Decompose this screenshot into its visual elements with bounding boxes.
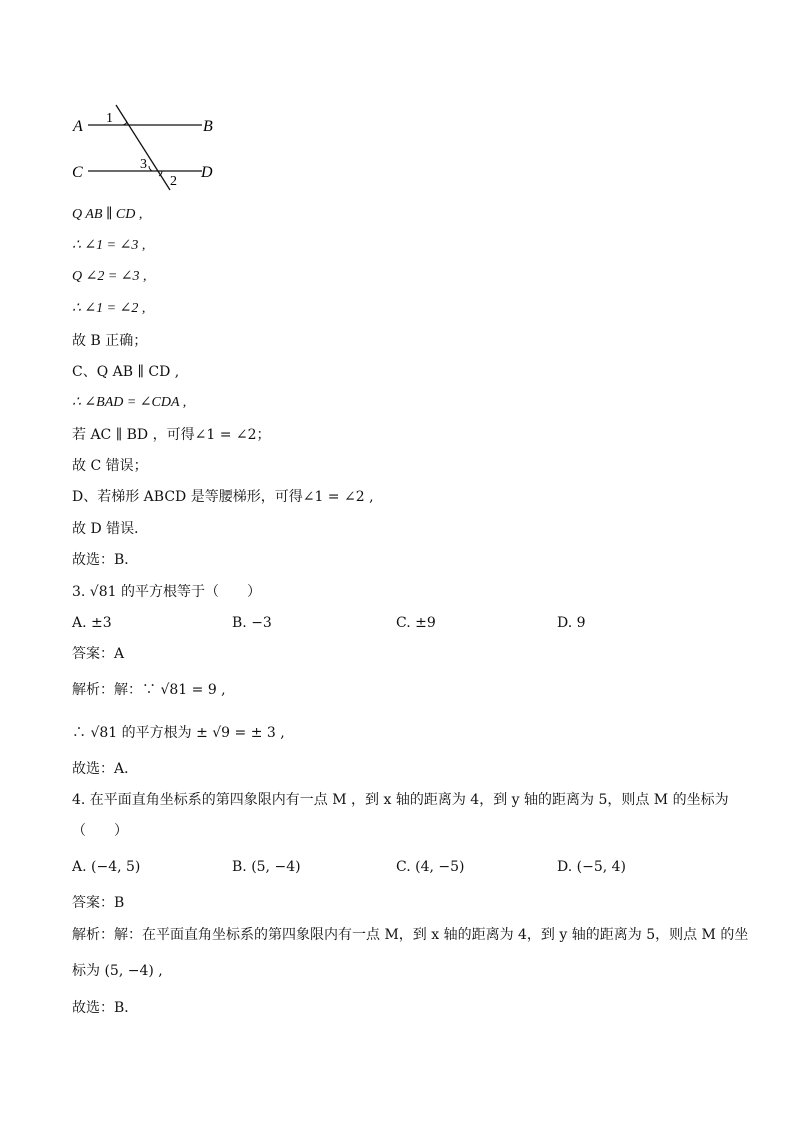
- question-4-option-d: D. (−5, 4): [557, 859, 626, 875]
- question-4-option-c: C. (4, −5): [396, 859, 465, 875]
- question-4-option-b: B. (5, −4): [232, 859, 301, 875]
- question-3-option-a: A. ±3: [72, 615, 112, 631]
- label-angle-1: 1: [106, 111, 113, 126]
- angle-3-arc: [149, 166, 152, 171]
- question-4-stem-bracket: （ ）: [72, 823, 128, 839]
- question-3-option-d: D. 9: [557, 615, 586, 631]
- solution-line: Q AB ∥ CD ,: [72, 207, 143, 222]
- label-b: B: [203, 118, 213, 135]
- question-4-option-a: A. (−4, 5): [72, 859, 141, 875]
- label-angle-2: 2: [170, 174, 177, 189]
- solution-line: 故 D 错误．: [72, 521, 149, 537]
- question-4-answer: 答案：B: [72, 895, 125, 911]
- question-4-conclusion: 故选：B．: [72, 1000, 139, 1016]
- question-3-analysis: 解析：解：∵ √81 = 9 ,: [72, 682, 226, 698]
- solution-line: ∴ ∠1 = ∠3 ,: [72, 238, 146, 253]
- question-4-stem: 4. 在平面直角坐标系的第四象限内有一点 M ，到 x 轴的距离为 4，到 y 轴的距离为 5，则点 M 的坐标为: [72, 792, 729, 808]
- solution-line: C、Q AB ∥ CD ,: [72, 364, 180, 380]
- parallel-lines-figure: [66, 96, 236, 196]
- solution-line: 故选：B．: [72, 552, 139, 568]
- question-3-stem: 3. √81 的平方根等于（ ）: [72, 584, 261, 600]
- figure-svg: [66, 96, 236, 196]
- label-a: A: [73, 118, 83, 135]
- solution-line: ∴ ∠1 = ∠2 ,: [72, 301, 146, 316]
- question-3-option-c: C. ±9: [396, 615, 436, 631]
- label-angle-3: 3: [140, 157, 147, 172]
- question-3-answer: 答案：A: [72, 646, 125, 662]
- solution-line: Q ∠2 = ∠3 ,: [72, 269, 147, 284]
- solution-line: 故 C 错误；: [72, 458, 148, 474]
- label-d: D: [201, 164, 213, 181]
- question-3-analysis: ∴ √81 的平方根为 ± √9 = ± 3 ,: [72, 725, 285, 741]
- solution-line: D、若梯形 ABCD 是等腰梯形，可得∠1 = ∠2 ,: [72, 489, 374, 505]
- label-c: C: [72, 164, 83, 181]
- solution-line: ∴ ∠BAD = ∠CDA ,: [72, 395, 187, 410]
- solution-line: 故 B 正确；: [72, 333, 148, 349]
- transversal-line: [116, 105, 170, 190]
- question-3-conclusion: 故选：A．: [72, 761, 139, 777]
- question-4-analysis: 解析：解：在平面直角坐标系的第四象限内有一点 M，到 x 轴的距离为 4，到 y 轴的距离为 5，则点 M 的坐: [72, 927, 749, 943]
- question-3-option-b: B. −3: [232, 615, 272, 631]
- solution-line: 若 AC ∥ BD ，可得∠1 = ∠2；: [72, 427, 271, 443]
- question-4-analysis: 标为 (5, −4) ,: [72, 963, 163, 979]
